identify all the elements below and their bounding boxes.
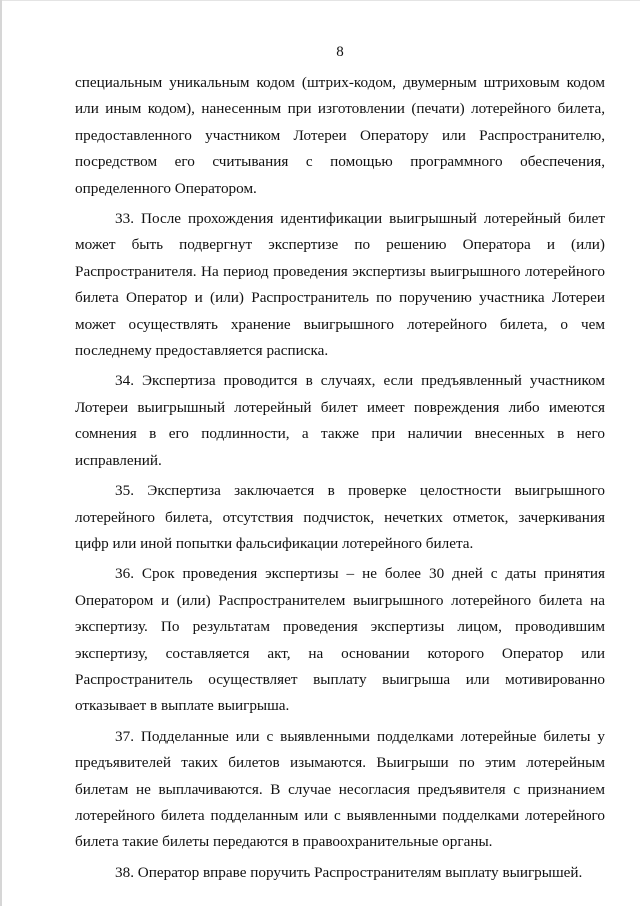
paragraph-continuation: специальным уникальным кодом (штрих-кодом, двумерным штриховым кодом или иным кодом), нанесенным при изготовлении (печати) лотерейного билета, предоставленного участником Лотереи Оператору или Распространителю, посредством его считывания с помощью программного обеспечения, определенного Оператором. <box>75 74 605 197</box>
paragraph-37: 37. Подделанные или с выявленными подделками лотерейные билеты у предъявителей таких билетов изымаются. Выигрыши по этим лотерейным билетам не выплачиваются. В случае несогласия предъявителя с признанием лотерейного билета подделанным или с выявленными подделками лотерейного билета такие билеты передаются в правоохранительные органы. <box>75 727 605 851</box>
paragraph-33: 33. После прохождения идентификации выигрышный лотерейный билет может быть подвергнут экспертизе по решению Оператора и (или) Распространителя. На период проведения экспертизы выигрышного лотерейного билета Оператор и (или) Распространитель по поручению участника Лотереи может осуществлять хранение выигрышного лотерейного билета, о чем последнему предоставляется расписка. <box>75 210 605 360</box>
page-number: 8 <box>336 44 344 60</box>
document-body <box>75 70 605 890</box>
paragraph-35: 35. Экспертиза заключается в проверке целостности выигрышного лотерейного билета, отсутствия подчисток, нечетких отметок, зачеркивания цифр или иной попытки фальсификации лотерейного билета. <box>75 482 605 552</box>
paragraph-34: 34. Экспертиза проводится в случаях, если предъявленный участником Лотереи выигрышный лотерейный билет имеет повреждения либо имеются сомнения в его подлинности, а также при наличии внесенных в него исправлений. <box>75 372 605 469</box>
scan-left-edge <box>0 0 2 906</box>
paragraph-36: 36. Срок проведения экспертизы – не более 30 дней с даты принятия Оператором и (или) Распространителем выигрышного лотерейного билета на экспертизу. По результатам проведения экспертизы лицом, проводившим экспертизу, составляется акт, на основании которого Оператор или Распространитель осуществляет выплату выигрыша или мотивированно отказывает в выплате выигрыша. <box>75 565 605 715</box>
paragraph-38: 38. Оператор вправе поручить Распространителям выплату выигрышей. <box>115 863 583 881</box>
scan-top-edge <box>0 0 640 1</box>
